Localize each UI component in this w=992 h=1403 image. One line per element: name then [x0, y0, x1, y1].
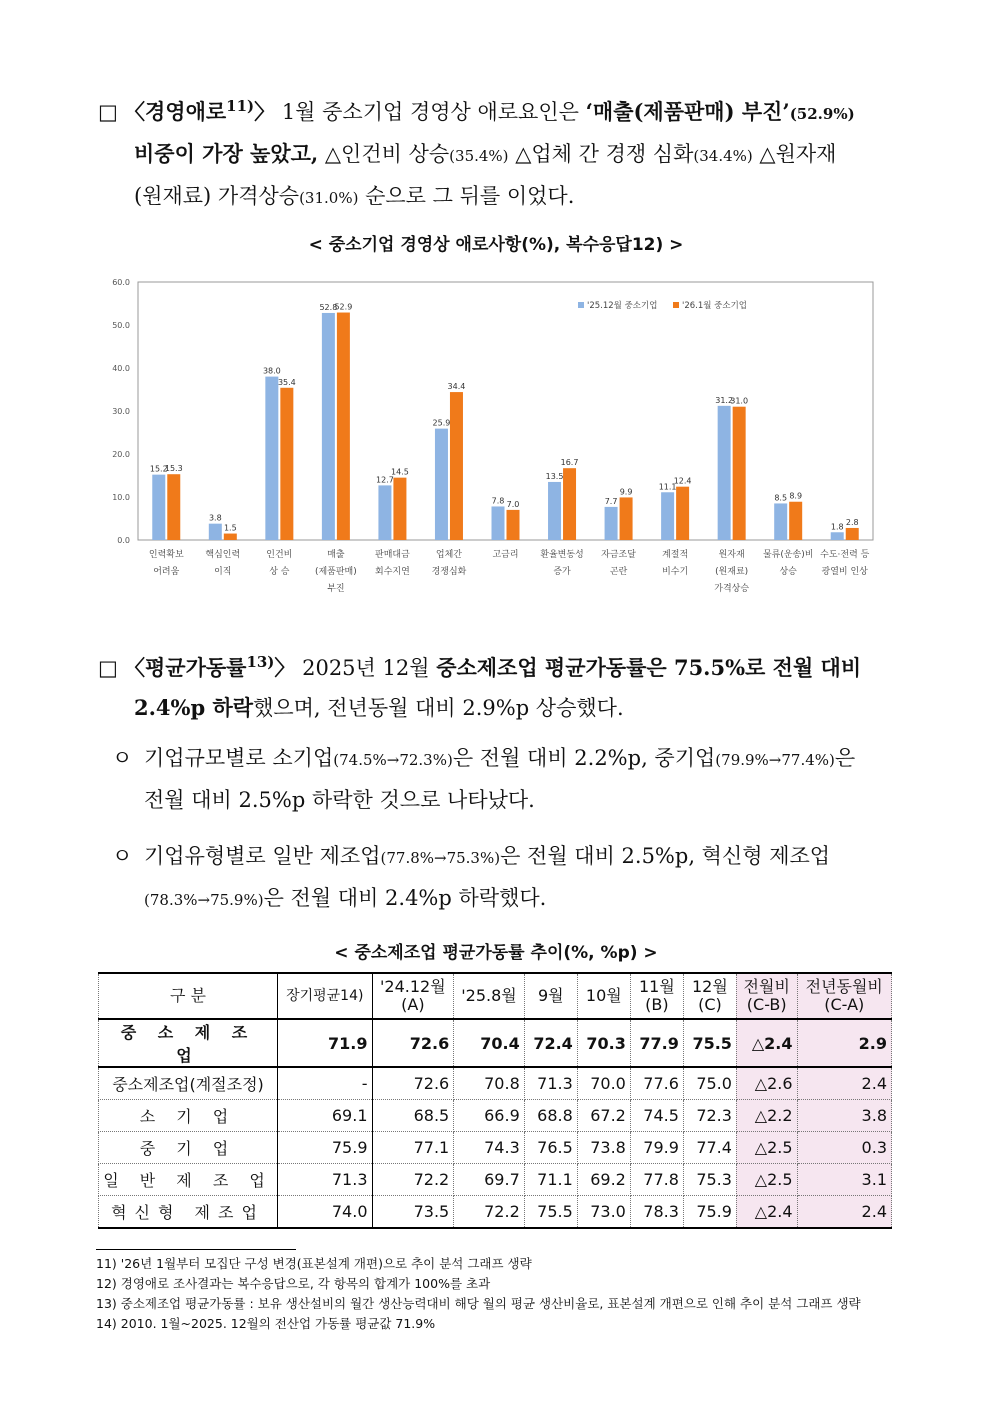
- table-cell: △2.5: [736, 1164, 797, 1196]
- bullet-size: [112, 738, 898, 820]
- table-header-cell: 장기평균14): [278, 973, 373, 1019]
- bar: [620, 497, 633, 540]
- legend-swatch: [673, 302, 679, 308]
- bar: [563, 468, 576, 540]
- bar-data-label: 31.2: [715, 395, 734, 405]
- table-cell: 72.6: [372, 1067, 454, 1100]
- table-cell: △2.4: [736, 1019, 797, 1067]
- x-tick-label: 상 승: [269, 567, 290, 577]
- table-row: [99, 1067, 892, 1100]
- footnote: 13) 중소제조업 평균가동률 : 보유 생산설비의 월간 생산능력대비 해당 월의 평균 생산비율로, 표본설계 개편으로 인해 추이 분석 그래프 생략: [96, 1296, 861, 1311]
- table-cell: 73.8: [577, 1132, 630, 1164]
- bullet1-t1: 기업규모별로 소기업: [144, 746, 334, 770]
- section2-text1: 2025년 12월: [295, 656, 437, 680]
- x-tick-label: 가격상승: [714, 584, 750, 594]
- table-caption: < 중소제조업 평균가동률 추이(%, %p) >: [334, 943, 658, 963]
- x-tick-label: 상승: [779, 567, 797, 577]
- bar: [167, 474, 180, 540]
- bar-data-label: 38.0: [262, 366, 281, 376]
- x-tick-label: 수도·전력 등: [820, 550, 870, 560]
- table-cell: 74.0: [278, 1196, 373, 1229]
- section1-text4: △원자재: [752, 142, 837, 166]
- bar-data-label: 52.9: [334, 302, 353, 312]
- section2-bold1: 중소제조업 평균가동률은 75.5%로 전월 대비: [436, 655, 862, 680]
- circle-bullet-icon: ㅇ: [112, 844, 133, 868]
- table-cell: -: [278, 1067, 373, 1100]
- bullet1-p1: (74.5%→72.3%): [333, 751, 453, 769]
- row-label: 중 소 제 조 업: [99, 1019, 278, 1067]
- bar-data-label: 2.8: [845, 517, 859, 527]
- bar-data-label: 16.7: [560, 458, 579, 468]
- chart-caption: < 중소기업 경영상 애로사항(%), 복수응답12) >: [308, 235, 684, 255]
- bar: [435, 429, 448, 540]
- table-cell: 77.4: [683, 1132, 736, 1164]
- bar: [774, 503, 787, 540]
- table-cell: 68.8: [524, 1100, 577, 1132]
- bar: [733, 407, 746, 540]
- table-header-cell: 구 분: [99, 973, 278, 1019]
- bar: [548, 482, 561, 540]
- section1-bold2: 비중이 가장 높았고,: [134, 141, 319, 166]
- y-tick-label: 20.0: [112, 450, 130, 459]
- section2-paragraph: [98, 642, 898, 728]
- table-cell: 72.4: [524, 1019, 577, 1067]
- bar: [209, 524, 222, 540]
- y-tick-label: 60.0: [112, 278, 130, 287]
- table-header-cell: 10월: [577, 973, 630, 1019]
- x-tick-label: 고금리: [492, 550, 519, 560]
- x-tick-label: 곤란: [609, 567, 628, 577]
- table-cell: 75.0: [683, 1067, 736, 1100]
- table-cell: 3.8: [797, 1100, 891, 1132]
- bar: [322, 313, 335, 540]
- table-cell: 0.3: [797, 1132, 891, 1164]
- y-tick-label: 0.0: [117, 536, 130, 545]
- section2-text2: 했으며, 전년동월 대비 2.9%p 상승했다.: [253, 696, 624, 720]
- square-bullet-icon: □: [98, 100, 118, 124]
- x-tick-label: 증가: [553, 567, 571, 577]
- bar-data-label: 7.8: [491, 496, 505, 506]
- plot-area: [138, 282, 873, 540]
- table-cell: 2.4: [797, 1196, 891, 1229]
- x-tick-label: 비수기: [662, 567, 689, 577]
- bar-data-label: 35.4: [277, 377, 296, 387]
- x-tick-label: 환율변동성: [540, 550, 584, 560]
- table-cell: 75.3: [683, 1164, 736, 1196]
- bar: [378, 485, 391, 540]
- section1-head-close: 〉: [254, 99, 276, 124]
- table-cell: 72.2: [454, 1196, 525, 1229]
- table-cell: 70.3: [577, 1019, 630, 1067]
- bar-data-label: 31.0: [730, 396, 749, 406]
- bullet2-p2: (78.3%→75.9%): [144, 891, 264, 909]
- footnote-ref: 11): [226, 97, 255, 115]
- table-row: [99, 1132, 892, 1164]
- table-row: [99, 1196, 892, 1229]
- row-label: 혁신형 제조업: [99, 1196, 278, 1229]
- x-tick-label: 판매대금: [375, 550, 410, 560]
- table-header-cell: 전년동월비 (C-A): [797, 973, 891, 1019]
- x-tick-label: 계절적: [662, 550, 689, 560]
- table-cell: 72.3: [683, 1100, 736, 1132]
- section1-text5: (원재료) 가격상승: [134, 184, 300, 208]
- table-cell: 76.5: [524, 1132, 577, 1164]
- x-tick-label: 원자재: [718, 550, 745, 560]
- table-cell: 77.8: [630, 1164, 683, 1196]
- x-tick-label: 인건비: [266, 550, 293, 560]
- table-header-cell: 9월: [524, 973, 577, 1019]
- table-cell: 71.9: [278, 1019, 373, 1067]
- bar-data-label: 52.8: [319, 302, 338, 312]
- row-label: 중소제조업(계절조정): [99, 1067, 278, 1100]
- section2-head: 〈평균가동률: [124, 655, 247, 680]
- bar-data-label: 14.5: [391, 467, 409, 477]
- bar-data-label: 9.9: [619, 487, 633, 497]
- row-label: 소 기 업: [99, 1100, 278, 1132]
- table-cell: 77.1: [372, 1132, 454, 1164]
- row-label: 일 반 제 조 업: [99, 1164, 278, 1196]
- bar: [450, 392, 463, 540]
- table-cell: 71.3: [524, 1067, 577, 1100]
- x-tick-label: 회수지연: [375, 567, 410, 577]
- bar: [492, 506, 505, 540]
- table-cell: 78.3: [630, 1196, 683, 1229]
- footnote-ref: 13): [246, 653, 275, 671]
- bar-data-label: 8.5: [774, 493, 788, 503]
- section1-pct4: (31.0%): [299, 189, 359, 207]
- section1-text2: △인건비 상승: [318, 142, 450, 166]
- table-cell: 70.8: [454, 1067, 525, 1100]
- bullet-type: [112, 836, 898, 920]
- section1-text6: 순으로 그 뒤를 이었다.: [358, 184, 575, 208]
- bar: [661, 492, 674, 540]
- table-cell: 69.1: [278, 1100, 373, 1132]
- bar: [152, 475, 165, 540]
- bar-data-label: 11.1: [658, 482, 677, 492]
- bar: [224, 534, 237, 540]
- x-tick-label: 이직: [214, 567, 232, 577]
- bullet2-t3: 은 전월 대비 2.4%p 하락했다.: [263, 886, 547, 910]
- table-cell: 70.4: [454, 1019, 525, 1067]
- bar-data-label: 13.5: [545, 471, 564, 481]
- section1-text1: 1월 중소기업 경영상 애로요인은: [275, 100, 586, 124]
- bar-data-label: 1.5: [223, 523, 237, 533]
- bullet1-t4: 전월 대비 2.5%p 하락한 것으로 나타났다.: [144, 788, 535, 812]
- x-tick-label: 물류(운송)비: [762, 550, 814, 560]
- table-header-cell: 12월 (C): [683, 973, 736, 1019]
- section1-pct1: (52.9%): [789, 105, 855, 123]
- y-tick-label: 10.0: [112, 493, 130, 502]
- table-header-row: [99, 973, 892, 1019]
- row-label: 중 기 업: [99, 1132, 278, 1164]
- bar-data-label: 34.4: [447, 382, 466, 392]
- table-cell: 2.4: [797, 1067, 891, 1100]
- bar-data-label: 7.0: [506, 499, 520, 509]
- table-cell: 67.2: [577, 1100, 630, 1132]
- table-cell: 75.9: [278, 1132, 373, 1164]
- bullet1-t3: 은: [834, 746, 856, 770]
- table-cell: 73.0: [577, 1196, 630, 1229]
- utilization-table: [98, 972, 892, 1229]
- table-cell: 72.2: [372, 1164, 454, 1196]
- footnote: 12) 경영애로 조사결과는 복수응답으로, 각 항목의 합계가 100%를 초과: [96, 1276, 491, 1291]
- bar-data-label: 1.8: [830, 522, 844, 532]
- bar: [507, 510, 520, 540]
- x-tick-label: 어려움: [153, 567, 180, 577]
- bar-data-label: 8.9: [789, 491, 803, 501]
- table-cell: 74.3: [454, 1132, 525, 1164]
- bar-data-label: 7.7: [604, 496, 618, 506]
- bar: [605, 507, 618, 540]
- bar-data-label: 12.4: [673, 476, 692, 486]
- section2-head-close: 〉: [274, 655, 296, 680]
- bar: [718, 406, 731, 540]
- y-tick-label: 50.0: [112, 321, 130, 330]
- footnote-divider: [96, 1249, 296, 1250]
- bar-data-label: 12.7: [376, 475, 394, 485]
- bar-data-label: 25.9: [432, 418, 451, 428]
- table-header-cell: 전월비 (C-B): [736, 973, 797, 1019]
- table-cell: 68.5: [372, 1100, 454, 1132]
- table-cell: 75.5: [683, 1019, 736, 1067]
- table-row: [99, 1019, 892, 1067]
- bullet2-t1: 기업유형별로 일반 제조업: [144, 844, 381, 868]
- x-tick-label: 자금조달: [601, 550, 636, 560]
- table-cell: 71.1: [524, 1164, 577, 1196]
- legend-label: '25.12월 중소기업: [587, 301, 658, 311]
- table-cell: △2.2: [736, 1100, 797, 1132]
- legend-swatch: [578, 302, 584, 308]
- x-tick-label: (원재료): [715, 567, 749, 577]
- table-cell: 77.9: [630, 1019, 683, 1067]
- table-cell: 74.5: [630, 1100, 683, 1132]
- x-tick-label: 경쟁심화: [431, 567, 467, 577]
- section1-head: 〈경영애로: [124, 99, 227, 124]
- section1-pct2: (35.4%): [449, 147, 509, 165]
- table-cell: 75.5: [524, 1196, 577, 1229]
- bar: [337, 313, 350, 540]
- table-cell: △2.6: [736, 1067, 797, 1100]
- table-cell: 69.2: [577, 1164, 630, 1196]
- x-tick-label: 부진: [327, 584, 345, 594]
- table-cell: △2.5: [736, 1132, 797, 1164]
- bullet2-t2: 은 전월 대비 2.5%p, 혁신형 제조업: [500, 844, 831, 868]
- x-tick-label: 매출: [327, 550, 345, 560]
- section1-pct3: (34.4%): [693, 147, 753, 165]
- table-cell: 75.9: [683, 1196, 736, 1229]
- table-cell: 72.6: [372, 1019, 454, 1067]
- bar-data-label: 15.3: [164, 464, 183, 474]
- circle-bullet-icon: ㅇ: [112, 746, 133, 770]
- section1-text3: △업체 간 경쟁 심화: [508, 142, 694, 166]
- table-cell: 71.3: [278, 1164, 373, 1196]
- table-header-cell: 11월 (B): [630, 973, 683, 1019]
- x-tick-label: 핵심인력: [205, 550, 241, 560]
- section1-paragraph: [98, 86, 898, 218]
- table-cell: 70.0: [577, 1067, 630, 1100]
- table-cell: 2.9: [797, 1019, 891, 1067]
- bar-data-label: 3.8: [208, 513, 222, 523]
- bullet1-p2: (79.9%→77.4%): [715, 751, 835, 769]
- table-row: [99, 1164, 892, 1196]
- bar: [831, 532, 844, 540]
- bar: [676, 487, 689, 540]
- bar: [393, 478, 406, 540]
- square-bullet-icon: □: [98, 656, 118, 680]
- legend-label: '26.1월 중소기업: [682, 301, 748, 311]
- y-tick-label: 30.0: [112, 407, 130, 416]
- section1-bold1: ‘매출(제품판매) 부진’: [585, 99, 790, 124]
- section2-bold2: 2.4%p 하락: [134, 695, 254, 720]
- table-cell: △2.4: [736, 1196, 797, 1229]
- table-cell: 79.9: [630, 1132, 683, 1164]
- bar-data-label: 15.2: [149, 464, 168, 474]
- bullet1-t2: 은 전월 대비 2.2%p, 중기업: [452, 746, 716, 770]
- bullet2-p1: (77.8%→75.3%): [380, 849, 501, 867]
- footnote: 14) 2010. 1월~2025. 12월의 전산업 가동률 평균값 71.9%: [96, 1316, 436, 1331]
- x-tick-label: 인력확보: [148, 550, 184, 560]
- table-cell: 69.7: [454, 1164, 525, 1196]
- table-header-cell: '25.8월: [454, 973, 525, 1019]
- bar: [789, 502, 802, 540]
- x-tick-label: 업체간: [435, 550, 463, 560]
- table-header-cell: '24.12월 (A): [372, 973, 454, 1019]
- x-tick-label: 광열비 인상: [821, 567, 868, 577]
- footnote: 11) '26년 1월부터 모집단 구성 변경(표본설계 개편)으로 추이 분석 그래프 생략: [96, 1256, 532, 1271]
- table-cell: 77.6: [630, 1067, 683, 1100]
- bar: [846, 528, 859, 540]
- bar: [265, 377, 278, 540]
- bar-chart: [100, 270, 890, 600]
- x-tick-label: (제품판매): [314, 567, 357, 577]
- y-tick-label: 40.0: [112, 364, 130, 373]
- bar: [280, 388, 293, 540]
- table-cell: 66.9: [454, 1100, 525, 1132]
- table-cell: 73.5: [372, 1196, 454, 1229]
- table-cell: 3.1: [797, 1164, 891, 1196]
- table-row: [99, 1100, 892, 1132]
